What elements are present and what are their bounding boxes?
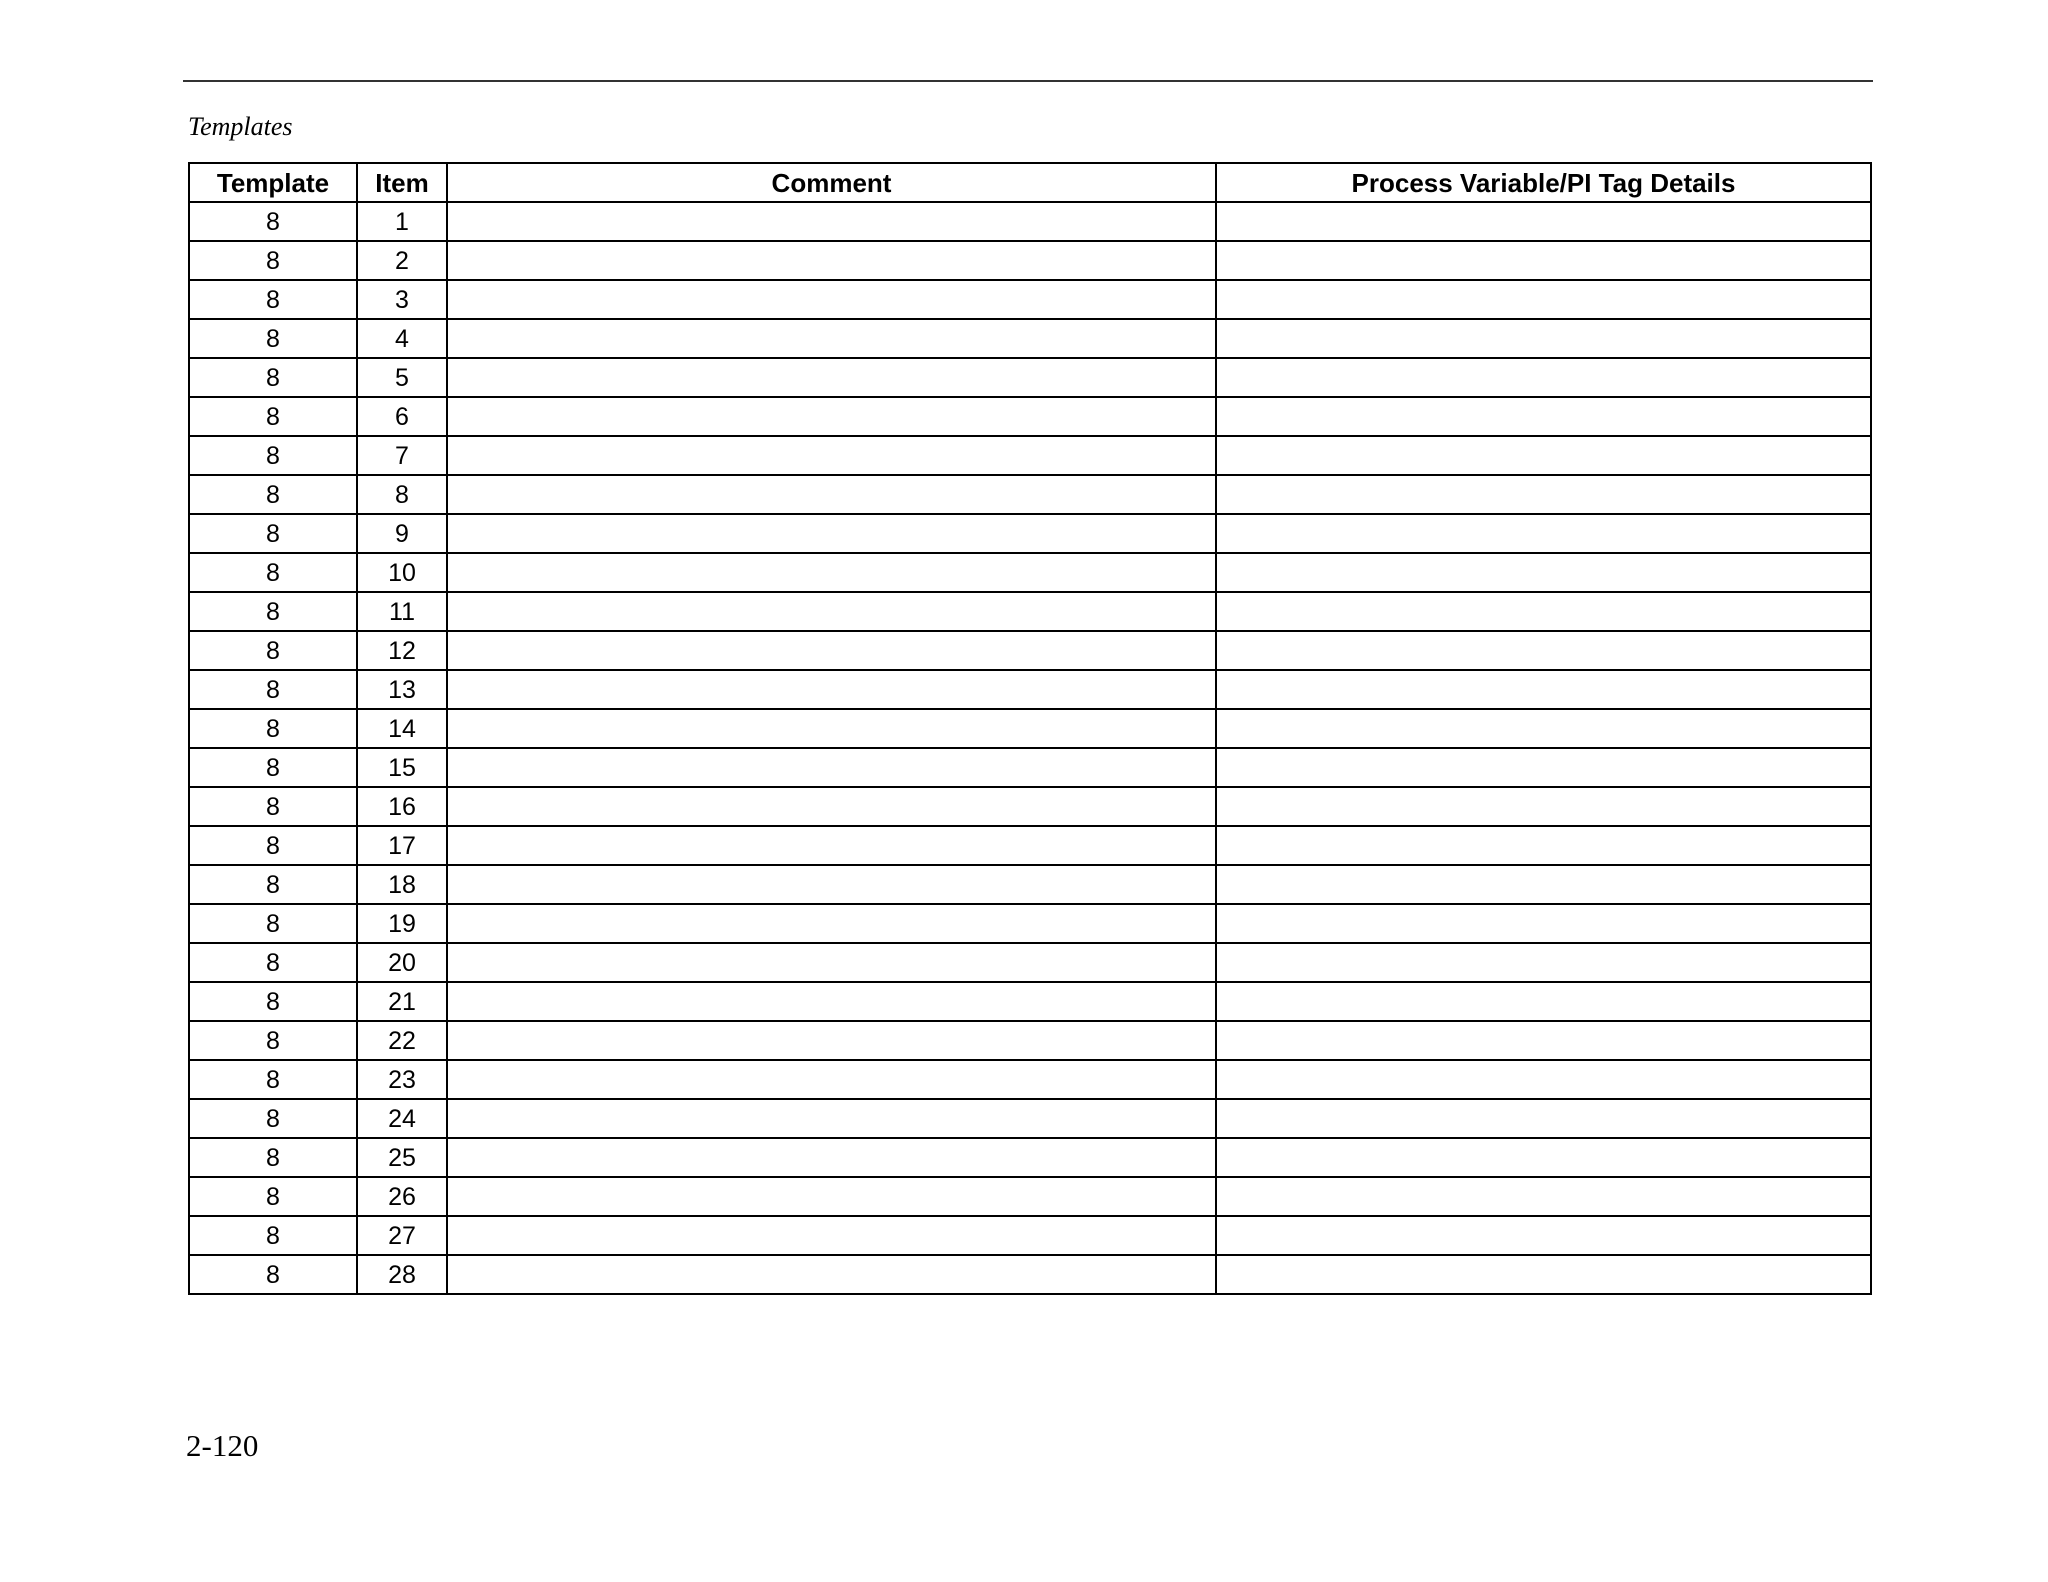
item-cell: 25 bbox=[357, 1138, 447, 1177]
pi-tag-cell bbox=[1216, 592, 1871, 631]
table-row bbox=[189, 1177, 1871, 1216]
item-cell: 9 bbox=[357, 514, 447, 553]
table-row bbox=[189, 670, 1871, 709]
item-cell: 17 bbox=[357, 826, 447, 865]
template-cell: 8 bbox=[189, 202, 357, 241]
template-cell: 8 bbox=[189, 280, 357, 319]
item-cell: 15 bbox=[357, 748, 447, 787]
header-item: Item bbox=[357, 163, 447, 202]
comment-cell bbox=[447, 631, 1216, 670]
pi-tag-cell bbox=[1216, 904, 1871, 943]
item-cell: 27 bbox=[357, 1216, 447, 1255]
pi-tag-cell bbox=[1216, 553, 1871, 592]
item-cell: 26 bbox=[357, 1177, 447, 1216]
table-row bbox=[189, 1021, 1871, 1060]
pi-tag-cell bbox=[1216, 631, 1871, 670]
template-cell: 8 bbox=[189, 631, 357, 670]
pi-tag-cell bbox=[1216, 1138, 1871, 1177]
pi-tag-cell bbox=[1216, 709, 1871, 748]
table-row bbox=[189, 1255, 1871, 1294]
item-cell: 1 bbox=[357, 202, 447, 241]
template-cell: 8 bbox=[189, 748, 357, 787]
template-cell: 8 bbox=[189, 1099, 357, 1138]
item-cell: 3 bbox=[357, 280, 447, 319]
pi-tag-cell bbox=[1216, 319, 1871, 358]
comment-cell bbox=[447, 202, 1216, 241]
item-cell: 19 bbox=[357, 904, 447, 943]
comment-cell bbox=[447, 358, 1216, 397]
pi-tag-cell bbox=[1216, 202, 1871, 241]
pi-tag-cell bbox=[1216, 397, 1871, 436]
template-cell: 8 bbox=[189, 1021, 357, 1060]
table-row bbox=[189, 787, 1871, 826]
template-cell: 8 bbox=[189, 241, 357, 280]
table-row bbox=[189, 319, 1871, 358]
table-row bbox=[189, 358, 1871, 397]
item-cell: 6 bbox=[357, 397, 447, 436]
table-body bbox=[189, 202, 1871, 1294]
comment-cell bbox=[447, 1138, 1216, 1177]
template-cell: 8 bbox=[189, 1255, 357, 1294]
comment-cell bbox=[447, 787, 1216, 826]
item-cell: 7 bbox=[357, 436, 447, 475]
item-cell: 28 bbox=[357, 1255, 447, 1294]
table-row bbox=[189, 1138, 1871, 1177]
table-row bbox=[189, 436, 1871, 475]
comment-cell bbox=[447, 1099, 1216, 1138]
pi-tag-cell bbox=[1216, 1060, 1871, 1099]
comment-cell bbox=[447, 241, 1216, 280]
item-cell: 5 bbox=[357, 358, 447, 397]
comment-cell bbox=[447, 592, 1216, 631]
pi-tag-cell bbox=[1216, 1216, 1871, 1255]
template-cell: 8 bbox=[189, 709, 357, 748]
templates-table bbox=[188, 162, 1872, 1295]
item-cell: 24 bbox=[357, 1099, 447, 1138]
table-row bbox=[189, 514, 1871, 553]
template-cell: 8 bbox=[189, 1177, 357, 1216]
comment-cell bbox=[447, 1060, 1216, 1099]
template-cell: 8 bbox=[189, 553, 357, 592]
comment-cell bbox=[447, 826, 1216, 865]
pi-tag-cell bbox=[1216, 787, 1871, 826]
table-row bbox=[189, 865, 1871, 904]
template-cell: 8 bbox=[189, 904, 357, 943]
template-cell: 8 bbox=[189, 1060, 357, 1099]
section-title: Templates bbox=[188, 112, 293, 141]
top-rule bbox=[183, 80, 1873, 82]
table-row bbox=[189, 709, 1871, 748]
pi-tag-cell bbox=[1216, 1099, 1871, 1138]
comment-cell bbox=[447, 1177, 1216, 1216]
table-row bbox=[189, 1216, 1871, 1255]
table-header-row bbox=[189, 163, 1871, 202]
item-cell: 18 bbox=[357, 865, 447, 904]
table-row bbox=[189, 475, 1871, 514]
template-cell: 8 bbox=[189, 1216, 357, 1255]
template-cell: 8 bbox=[189, 592, 357, 631]
comment-cell bbox=[447, 943, 1216, 982]
item-cell: 22 bbox=[357, 1021, 447, 1060]
pi-tag-cell bbox=[1216, 475, 1871, 514]
comment-cell bbox=[447, 865, 1216, 904]
header-comment: Comment bbox=[447, 163, 1216, 202]
table-row bbox=[189, 592, 1871, 631]
pi-tag-cell bbox=[1216, 982, 1871, 1021]
comment-cell bbox=[447, 904, 1216, 943]
item-cell: 13 bbox=[357, 670, 447, 709]
pi-tag-cell bbox=[1216, 514, 1871, 553]
item-cell: 23 bbox=[357, 1060, 447, 1099]
comment-cell bbox=[447, 280, 1216, 319]
pi-tag-cell bbox=[1216, 943, 1871, 982]
template-cell: 8 bbox=[189, 436, 357, 475]
comment-cell bbox=[447, 514, 1216, 553]
comment-cell bbox=[447, 553, 1216, 592]
header-process-variable: Process Variable/PI Tag Details bbox=[1216, 163, 1871, 202]
template-cell: 8 bbox=[189, 982, 357, 1021]
comment-cell bbox=[447, 709, 1216, 748]
template-cell: 8 bbox=[189, 943, 357, 982]
item-cell: 11 bbox=[357, 592, 447, 631]
pi-tag-cell bbox=[1216, 1255, 1871, 1294]
item-cell: 14 bbox=[357, 709, 447, 748]
pi-tag-cell bbox=[1216, 280, 1871, 319]
table-row bbox=[189, 1099, 1871, 1138]
comment-cell bbox=[447, 1255, 1216, 1294]
item-cell: 4 bbox=[357, 319, 447, 358]
table-row bbox=[189, 553, 1871, 592]
comment-cell bbox=[447, 475, 1216, 514]
pi-tag-cell bbox=[1216, 748, 1871, 787]
template-cell: 8 bbox=[189, 787, 357, 826]
table-row bbox=[189, 748, 1871, 787]
header-template: Template bbox=[189, 163, 357, 202]
table-row bbox=[189, 202, 1871, 241]
comment-cell bbox=[447, 436, 1216, 475]
comment-cell bbox=[447, 397, 1216, 436]
item-cell: 2 bbox=[357, 241, 447, 280]
pi-tag-cell bbox=[1216, 1177, 1871, 1216]
item-cell: 16 bbox=[357, 787, 447, 826]
pi-tag-cell bbox=[1216, 241, 1871, 280]
table-row bbox=[189, 943, 1871, 982]
template-cell: 8 bbox=[189, 319, 357, 358]
comment-cell bbox=[447, 1216, 1216, 1255]
comment-cell bbox=[447, 748, 1216, 787]
template-cell: 8 bbox=[189, 670, 357, 709]
table-row bbox=[189, 397, 1871, 436]
comment-cell bbox=[447, 982, 1216, 1021]
table-row bbox=[189, 241, 1871, 280]
pi-tag-cell bbox=[1216, 865, 1871, 904]
template-cell: 8 bbox=[189, 475, 357, 514]
table-row bbox=[189, 280, 1871, 319]
pi-tag-cell bbox=[1216, 1021, 1871, 1060]
table-row bbox=[189, 1060, 1871, 1099]
item-cell: 8 bbox=[357, 475, 447, 514]
template-cell: 8 bbox=[189, 826, 357, 865]
comment-cell bbox=[447, 1021, 1216, 1060]
template-cell: 8 bbox=[189, 397, 357, 436]
item-cell: 12 bbox=[357, 631, 447, 670]
template-cell: 8 bbox=[189, 358, 357, 397]
pi-tag-cell bbox=[1216, 670, 1871, 709]
comment-cell bbox=[447, 319, 1216, 358]
pi-tag-cell bbox=[1216, 436, 1871, 475]
item-cell: 20 bbox=[357, 943, 447, 982]
table-row bbox=[189, 826, 1871, 865]
template-cell: 8 bbox=[189, 514, 357, 553]
item-cell: 10 bbox=[357, 553, 447, 592]
pi-tag-cell bbox=[1216, 826, 1871, 865]
template-cell: 8 bbox=[189, 865, 357, 904]
pi-tag-cell bbox=[1216, 358, 1871, 397]
table-row bbox=[189, 904, 1871, 943]
page-number: 2-120 bbox=[186, 1428, 259, 1463]
item-cell: 21 bbox=[357, 982, 447, 1021]
table-row bbox=[189, 982, 1871, 1021]
comment-cell bbox=[447, 670, 1216, 709]
table-row bbox=[189, 631, 1871, 670]
template-cell: 8 bbox=[189, 1138, 357, 1177]
